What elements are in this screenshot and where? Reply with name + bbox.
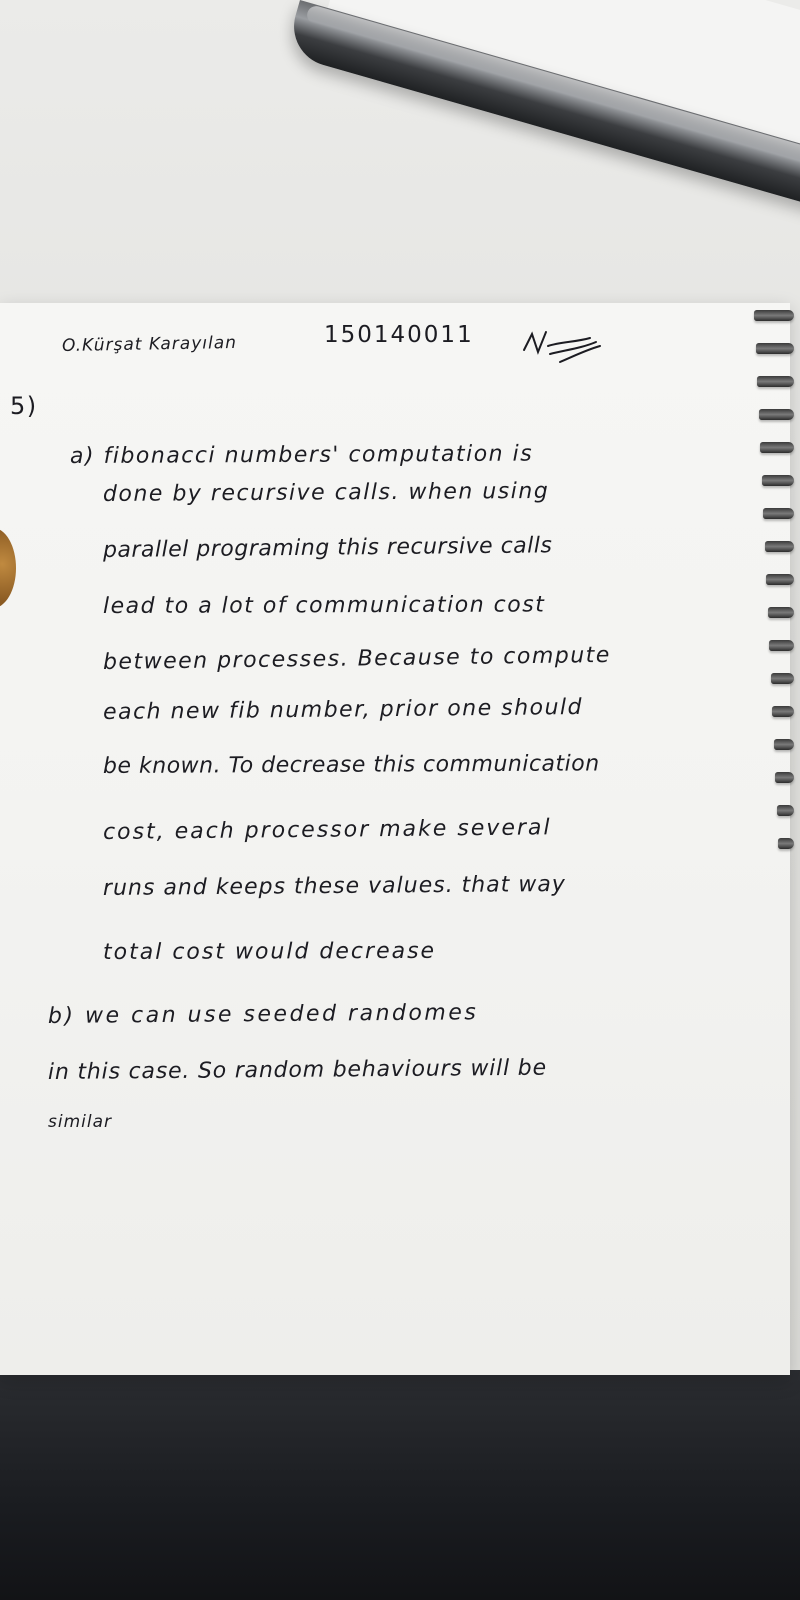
spiral-ring — [777, 805, 795, 816]
spiral-ring — [762, 475, 795, 486]
spiral-ring — [771, 673, 795, 684]
spiral-ring — [774, 739, 795, 750]
spiral-ring — [772, 706, 794, 717]
student-number: 150140011 — [324, 322, 474, 348]
answer-a-line: cost, each processor make several — [102, 815, 552, 845]
spiral-ring — [756, 343, 795, 354]
spiral-ring — [759, 409, 795, 420]
spiral-ring — [757, 376, 794, 387]
answer-a-line: each new fib number, prior one should — [102, 694, 584, 725]
spiral-ring — [778, 838, 794, 849]
spiral-ring — [769, 640, 794, 651]
spiral-ring — [760, 442, 794, 453]
answer-a-line: total cost would decrease — [102, 938, 437, 965]
answer-a-line: be known. To decrease this communication — [102, 751, 600, 779]
answer-a-line: a) fibonacci numbers' computation is — [69, 441, 534, 469]
spiral-ring — [775, 772, 794, 783]
answer-a-line: runs and keeps these values. that way — [102, 871, 566, 901]
student-name: O.Kürşat Karayılan — [61, 332, 238, 356]
spiral-ring — [766, 574, 794, 585]
answer-a-line: done by recursive calls. when using — [102, 478, 550, 507]
dark-floor — [0, 1370, 800, 1600]
answer-b-line: b) we can use seeded randomes — [47, 1000, 479, 1029]
answer-b-line: similar — [48, 1112, 112, 1132]
signature-mark — [520, 320, 610, 368]
spiral-ring — [768, 607, 795, 618]
question-number: 5) — [10, 392, 38, 420]
answer-a-line: between processes. Because to compute — [102, 642, 612, 675]
spiral-ring — [763, 508, 794, 519]
spiral-ring — [754, 310, 794, 321]
answer-a-line: parallel programing this recursive calls — [102, 533, 553, 563]
spiral-binding — [742, 310, 800, 870]
answer-a-line: lead to a lot of communication cost — [102, 592, 546, 619]
answer-b-line: in this case. So random behaviours will be — [47, 1055, 547, 1085]
spiral-ring — [765, 541, 795, 552]
